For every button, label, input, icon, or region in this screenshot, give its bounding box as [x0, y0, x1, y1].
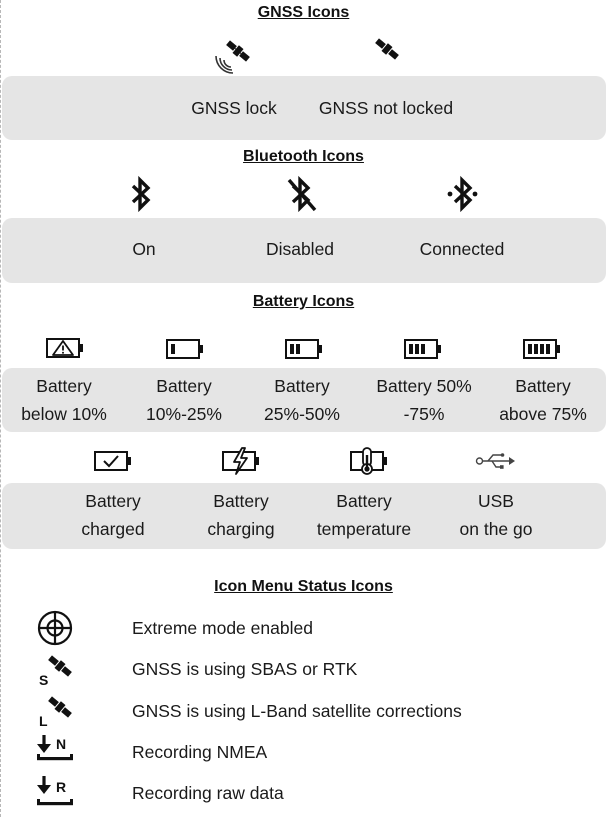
battery-full-icon [523, 338, 561, 360]
bluetooth-connected-label: Connected [419, 239, 505, 259]
battery-above-75-label: Battery above 75% [499, 376, 587, 424]
gnss-heading: GNSS Icons [257, 4, 350, 21]
battery-charged-icon [94, 450, 132, 472]
gnss-not-locked-label: GNSS not locked [318, 98, 454, 118]
battery-charging-label: Battery charging [207, 491, 275, 539]
battery-10-25-label: Battery 10%-25% [146, 376, 222, 424]
satellite-l-icon [38, 693, 78, 729]
battery-warning-icon [46, 337, 84, 359]
status-recording-nmea-label: Recording NMEA [132, 742, 268, 762]
gnss-label-band [2, 76, 606, 140]
status-extreme-mode-label: Extreme mode enabled [132, 618, 313, 638]
bluetooth-icon [128, 176, 156, 212]
battery-charged-label: Battery charged [81, 491, 145, 539]
usb-icon [476, 451, 516, 471]
battery-heading: Battery Icons [252, 293, 355, 310]
battery-1-bar-icon [166, 338, 204, 360]
battery-charging-icon [222, 447, 262, 475]
bluetooth-disabled-label: Disabled [265, 239, 335, 259]
battery-below-10-label: Battery below 10% [21, 376, 107, 424]
status-recording-raw-label: Recording raw data [132, 783, 284, 803]
usb-on-the-go-label: USB on the go [459, 491, 533, 539]
bluetooth-connected-icon [446, 176, 480, 212]
battery-temperature-label: Battery temperature [316, 491, 412, 539]
status-sbas-rtk-label: GNSS is using SBAS or RTK [132, 659, 358, 679]
svg-text:S: S [39, 672, 49, 688]
svg-text:R: R [56, 779, 67, 795]
status-heading: Icon Menu Status Icons [214, 578, 393, 595]
satellite-s-icon [38, 652, 78, 688]
bluetooth-heading: Bluetooth Icons [243, 148, 364, 165]
battery-25-50-label: Battery 25%-50% [264, 376, 340, 424]
record-raw-icon [36, 775, 76, 811]
crosshair-icon [37, 610, 73, 646]
bluetooth-disabled-icon [286, 176, 318, 212]
svg-text:L: L [39, 713, 48, 729]
record-nmea-icon [36, 734, 76, 770]
battery-3-bars-icon [404, 338, 442, 360]
status-lband-label: GNSS is using L-Band satellite corrections [132, 701, 462, 721]
battery-50-75-label: Battery 50% -75% [376, 376, 472, 424]
left-dashed-border [0, 0, 1, 817]
thermometer-icon [350, 447, 388, 475]
battery-2-bars-icon [285, 338, 323, 360]
gnss-lock-label: GNSS lock [191, 98, 277, 118]
satellite-signal-icon [214, 34, 258, 72]
satellite-icon [370, 34, 404, 66]
bluetooth-on-label: On [132, 239, 156, 259]
svg-text:N: N [56, 736, 67, 752]
